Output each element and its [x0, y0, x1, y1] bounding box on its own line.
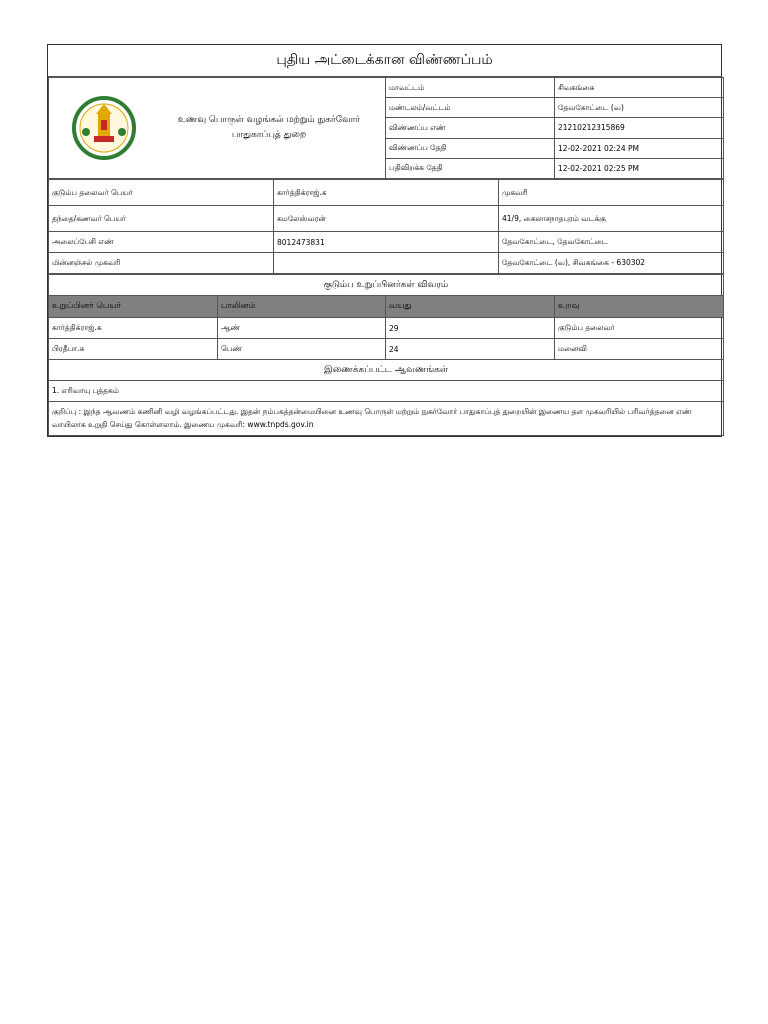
column-header-gender: பாலினம்	[218, 296, 386, 318]
application-date-value: 12-02-2021 02:24 PM	[555, 138, 724, 158]
address-line2: தேவகோட்டை, தேவகோட்டை	[499, 232, 724, 253]
member-gender: ஆண்	[218, 318, 386, 339]
member-gender: பெண்	[218, 339, 386, 360]
download-date-value: 12-02-2021 02:25 PM	[555, 158, 724, 178]
members-header-row	[49, 296, 724, 318]
column-header-age: வயது	[386, 296, 555, 318]
download-date-label: பதிவிறக்க தேதி	[386, 158, 555, 178]
documents-section-title: இணைக்கப்பட்ட ஆவணங்கள்	[49, 360, 724, 381]
email-value	[274, 253, 499, 274]
member-age: 24	[386, 339, 555, 360]
district-label: மாவட்டம்	[386, 78, 555, 98]
application-form	[47, 44, 722, 437]
father-name-value: கமலேஸ்வரன்	[274, 206, 499, 232]
verification-note: குறிப்பு : இந்த ஆவணம் கணினி வழி வழங்கப்பட்டது. இதன் நம்பகத்தன்மையினை உணவு பொருள் மற்றும் நுகர்வோர் பாதுகாப்புத் துறையின் இணைய தள முகவரியில் பரிவர்த்தனை எண் வாயிலாக உறுதி செய்து கொள்ளலாம். இணைய முகவரி: www.tnpds.gov.in	[49, 402, 724, 436]
header-left-cell	[49, 78, 386, 179]
email-label: மின்னஞ்சல் முகவரி	[49, 253, 274, 274]
application-number-label: விண்ணப்ப எண்	[386, 118, 555, 138]
table-row	[49, 318, 724, 339]
application-date-label: விண்ணப்ப தேதி	[386, 138, 555, 158]
zone-label: மண்டலம்/வட்டம்	[386, 98, 555, 118]
department-line2: பாதுகாப்புத் துறை	[231, 130, 307, 140]
father-name-label: தந்தை/கணவர் பெயர்	[49, 206, 274, 232]
address-label: முகவரி	[499, 180, 724, 206]
member-relation: குடும்ப தலைவர்	[555, 318, 724, 339]
column-header-name: உறுப்பினர் பெயர்	[49, 296, 218, 318]
mobile-value: 8012473831	[274, 232, 499, 253]
table-row	[49, 339, 724, 360]
member-name: பிரதீபா.க	[49, 339, 218, 360]
mobile-label: அலைப்பேசி எண்	[49, 232, 274, 253]
header-table	[48, 77, 724, 179]
member-name: கார்த்திக்ராஜ்.க	[49, 318, 218, 339]
address-line3: தேவகோட்டை (வ), சிவகங்கை - 630302	[499, 253, 724, 274]
members-section-title: குடும்ப உறுப்பினர்கள் விவரம்	[49, 275, 724, 296]
family-table	[48, 179, 724, 274]
department-name	[159, 113, 379, 143]
department-line1: உணவு பொருள் வழங்கல் மற்றும் நுகர்வோர்	[177, 115, 361, 125]
column-header-relation: உறவு	[555, 296, 724, 318]
application-number-value: 21210212315869	[555, 118, 724, 138]
head-name-value: கார்த்திக்ராஜ்.க	[274, 180, 499, 206]
form-title: புதிய அட்டைக்கான விண்ணப்பம்	[48, 45, 721, 77]
district-value: சிவகங்கை	[555, 78, 724, 98]
member-age: 29	[386, 318, 555, 339]
document-item: 1. எரிவாயு புத்தகம்	[49, 381, 724, 402]
member-relation: மனைவி	[555, 339, 724, 360]
address-line1: 41/9, கைலாசநாதபுரம் வடக்கு	[499, 206, 724, 232]
emblem-icon	[49, 96, 159, 160]
zone-value: தேவகோட்டை (வ)	[555, 98, 724, 118]
members-table	[48, 274, 724, 436]
head-name-label: குடும்ப தலைவர் பெயர்	[49, 180, 274, 206]
